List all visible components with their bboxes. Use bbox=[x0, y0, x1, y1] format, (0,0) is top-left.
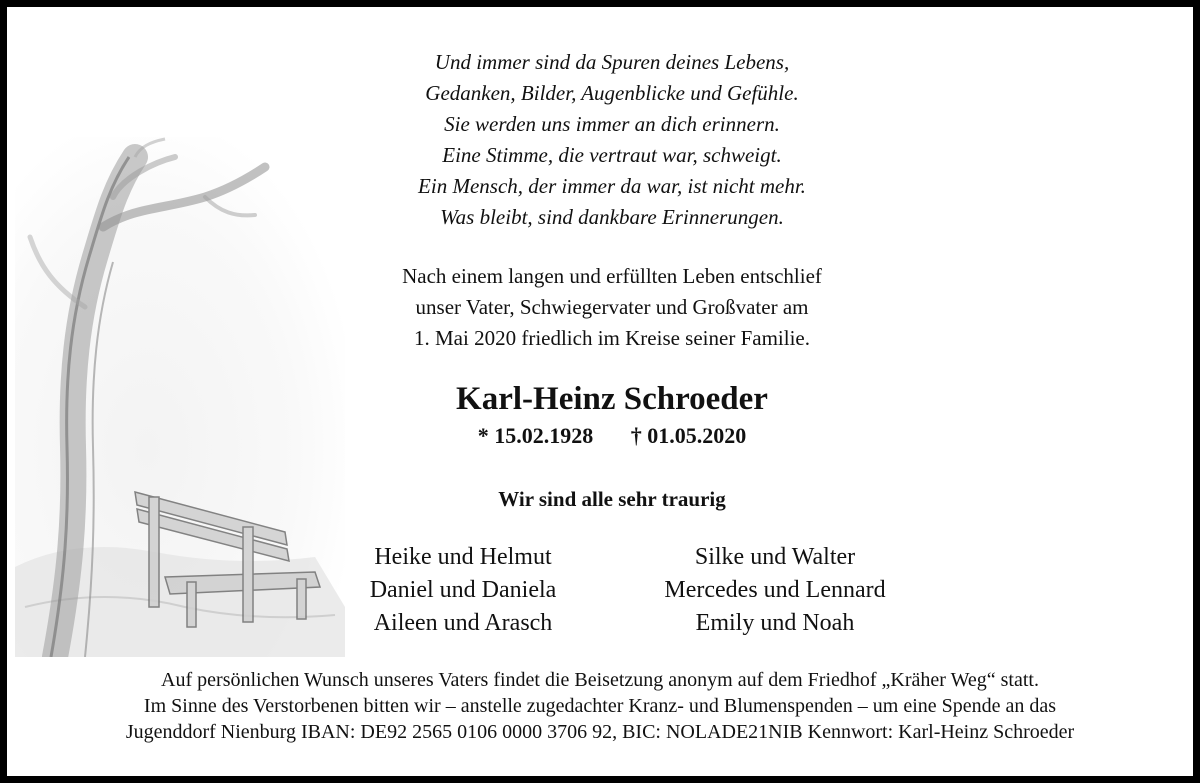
mourner-pair: Mercedes und Lennard bbox=[664, 577, 886, 603]
announcement-text bbox=[307, 261, 917, 354]
mourners-left-column bbox=[303, 541, 623, 640]
tree-bench-illustration bbox=[15, 137, 345, 657]
death-date: † 01.05.2020 bbox=[630, 423, 747, 448]
poem-line: Eine Stimme, die vertraut war, schweigt. bbox=[442, 143, 782, 167]
poem-line: Was bleibt, sind dankbare Erinnerungen. bbox=[440, 205, 784, 229]
mourner-pair: Emily und Noah bbox=[695, 610, 855, 636]
notice-line: Auf persönlichen Wunsch unseres Vaters findet die Beisetzung anonym auf dem Friedhof „Kräher Weg“ statt. bbox=[161, 669, 1039, 691]
poem-line: Gedanken, Bilder, Augenblicke und Gefühle. bbox=[425, 81, 799, 105]
poem-line: Sie werden uns immer an dich erinnern. bbox=[444, 112, 780, 136]
mourner-pair: Daniel und Daniela bbox=[369, 577, 557, 603]
announcement-line: Nach einem langen und erfüllten Leben entschlief bbox=[402, 264, 822, 288]
birth-date: * 15.02.1928 bbox=[477, 423, 594, 448]
mourner-pair: Aileen und Arasch bbox=[373, 610, 553, 636]
mourning-line: Wir sind alle sehr traurig bbox=[498, 487, 726, 511]
mourner-pair: Silke und Walter bbox=[694, 544, 856, 570]
poem bbox=[307, 47, 917, 233]
notice-line: Im Sinne des Verstorbenen bitten wir – anstelle zugedachter Kranz- und Blumenspenden – um eine Spende an das bbox=[143, 695, 1057, 717]
notice-line: Jugenddorf Nienburg IBAN: DE92 2565 0106 0000 3706 92, BIC: NOLADE21NIB Kennwort: Karl-Heinz Schroeder bbox=[125, 721, 1075, 743]
poem-line: Und immer sind da Spuren deines Lebens, bbox=[434, 50, 790, 74]
poem-line: Ein Mensch, der immer da war, ist nicht mehr. bbox=[418, 174, 806, 198]
funeral-notice bbox=[7, 667, 1193, 745]
deceased-name: Karl-Heinz Schroeder bbox=[456, 381, 768, 417]
mourner-pair: Heike und Helmut bbox=[374, 544, 552, 570]
life-dates bbox=[307, 422, 917, 450]
announcement-line: unser Vater, Schwiegervater und Großvater am bbox=[415, 295, 809, 319]
announcement-line: 1. Mai 2020 friedlich im Kreise seiner Familie. bbox=[414, 326, 810, 350]
mourners-right-column bbox=[615, 541, 935, 640]
